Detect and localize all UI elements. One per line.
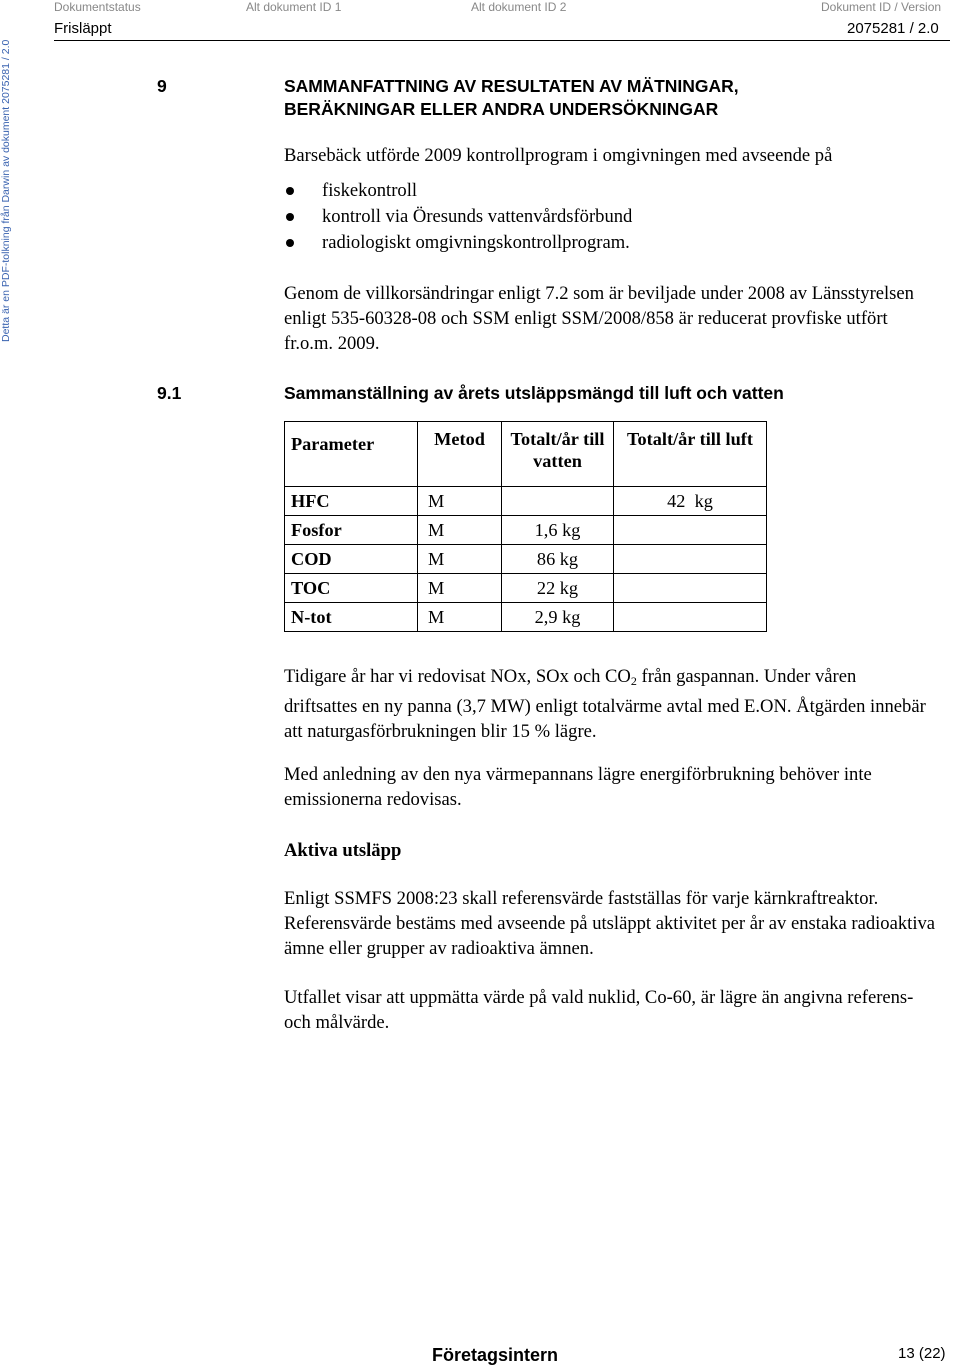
side-note: Detta är en PDF-tolkning från Darwin av dokument 2075281 / 2.0	[0, 40, 12, 343]
column-header-metod: Metod	[418, 422, 502, 487]
cell-luft	[614, 603, 767, 632]
cell-parameter: COD	[285, 545, 418, 574]
column-header-parameter: Parameter	[285, 422, 418, 487]
column-header-vatten: Totalt/år till vatten	[502, 422, 614, 487]
table-row	[285, 574, 767, 603]
cell-metod: M	[418, 545, 502, 574]
doc-id-label: Dokument ID / Version	[821, 0, 942, 14]
result-paragraph: Utfallet visar att uppmätta värde på vald nuklid, Co-60, är lägre än angivna referens- och målvärde.	[284, 987, 914, 1033]
doc-id-value: 2075281 / 2.0	[847, 20, 939, 37]
cell-vatten: 22 kg	[502, 574, 614, 603]
cell-vatten	[502, 487, 614, 516]
section-title-line-1: SAMMANFATTNING AV RESULTATEN AV MÄTNINGAR,	[284, 76, 739, 96]
bullet-list	[284, 178, 632, 256]
table-header-row	[285, 422, 767, 487]
cell-metod: M	[418, 487, 502, 516]
cell-metod: M	[418, 603, 502, 632]
alt-doc-id-1-label: Alt dokument ID 1	[246, 0, 342, 14]
cell-luft	[614, 545, 767, 574]
cell-parameter: TOC	[285, 574, 418, 603]
aktiva-utslapp-heading: Aktiva utsläpp	[284, 840, 402, 861]
subsection-number: 9.1	[157, 383, 182, 403]
status-value: Frisläppt	[54, 20, 112, 37]
cell-parameter: Fosfor	[285, 516, 418, 545]
table-row	[285, 545, 767, 574]
cell-luft	[614, 516, 767, 545]
status-label: Dokumentstatus	[54, 0, 141, 14]
subsection-title: Sammanställning av årets utsläppsmängd till luft och vatten	[284, 383, 784, 403]
cell-luft	[614, 574, 767, 603]
reference-paragraph: Enligt SSMFS 2008:23 skall referensvärde fastställas för varje kärnkraftreaktor. Referensvärde bestäms med avseende på utsläppt aktivitet per år av enstaka radioaktiva ämne eller grupper av radioaktiva ämnen.	[284, 888, 936, 959]
cell-vatten: 1,6 kg	[502, 516, 614, 545]
alt-doc-id-2-label: Alt dokument ID 2	[471, 0, 567, 14]
intro-paragraph: Barsebäck utförde 2009 kontrollprogram i omgivningen med avseende på	[284, 145, 833, 166]
list-item: radiologiskt omgivningskontrollprogram.	[284, 230, 632, 256]
header-divider	[54, 40, 950, 41]
bullet-icon	[286, 239, 294, 247]
energy-paragraph: Med anledning av den nya värmepannans lägre energiförbrukning behöver inte emissionerna redovisas.	[284, 764, 872, 810]
table-row	[285, 516, 767, 545]
cell-metod: M	[418, 574, 502, 603]
emissions-table	[284, 421, 767, 632]
column-header-luft: Totalt/år till luft	[614, 422, 767, 487]
list-item: fiskekontroll	[284, 178, 632, 204]
cell-vatten: 2,9 kg	[502, 603, 614, 632]
section-number: 9	[157, 76, 167, 96]
section-title	[284, 75, 739, 121]
cell-parameter: N-tot	[285, 603, 418, 632]
gas-boiler-paragraph: Tidigare år har vi redovisat NOx, SOx och $CO_2$ från gaspannan. Under våren driftsattes en ny panna (3,7 MW) enligt totalvärme avtal med E.ON. Åtgärden innebär att naturgasförbrukningen blir 15 % lägre.	[284, 666, 926, 742]
table-row	[285, 487, 767, 516]
conditions-paragraph: Genom de villkorsändringar enligt 7.2 som är beviljade under 2008 av Länsstyrelsen enligt 535-60328-08 och SSM enligt SSM/2008/858 är reducerat provfiske utfört fr.o.m. 2009.	[284, 283, 914, 354]
cell-luft: 42 kg	[614, 487, 767, 516]
list-item: kontroll via Öresunds vattenvårdsförbund	[284, 204, 632, 230]
section-title-line-2: BERÄKNINGAR ELLER ANDRA UNDERSÖKNINGAR	[284, 99, 719, 119]
bullet-icon	[286, 187, 294, 195]
bullet-icon	[286, 213, 294, 221]
cell-metod: M	[418, 516, 502, 545]
page-number: 13 (22)	[898, 1345, 946, 1362]
cell-parameter: HFC	[285, 487, 418, 516]
cell-vatten: 86 kg	[502, 545, 614, 574]
footer-classification: Företagsintern	[432, 1345, 559, 1365]
table-row	[285, 603, 767, 632]
